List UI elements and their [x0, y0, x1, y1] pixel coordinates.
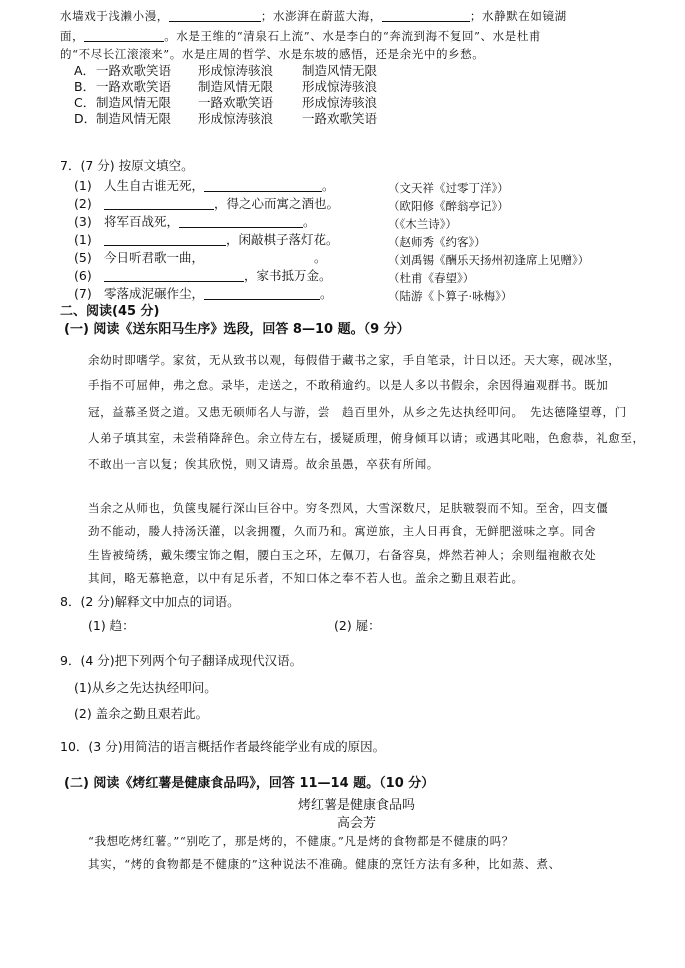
q7-item-4	[74, 232, 339, 248]
item-text: 。	[320, 286, 333, 301]
item-text: 今日听君歌一曲，	[104, 250, 205, 265]
item-number: (2)	[74, 196, 92, 211]
fill-blank[interactable]	[179, 215, 303, 228]
q7-item-2	[74, 196, 339, 212]
option-label: A．	[74, 63, 96, 78]
item-number: (7)	[74, 286, 92, 301]
q10-title: 10．(3 分)用简洁的语言概括作者最终能学业有成的原因。	[60, 739, 386, 754]
q6-option-b[interactable]	[74, 79, 377, 95]
fill-blank[interactable]	[84, 29, 164, 42]
q9-title: 9．(4 分)把下列两个句子翻译成现代汉语。	[60, 653, 303, 668]
q6-line-2	[60, 28, 541, 44]
q6-option-c[interactable]	[74, 95, 377, 111]
option-item: 一路欢歌笑语	[302, 111, 378, 126]
passage-2-line: 当余之从师也，负箧曳屣行深山巨谷中。穷冬烈风，大雪深数尺，足肤皲裂而不知。至舍，四支僵	[88, 501, 609, 515]
option-item: 形成惊涛骇浪	[302, 95, 378, 110]
part-1-title: (一) 阅读《送东阳马生序》选段，回答 8—10 题。（9 分）	[64, 322, 410, 337]
passage-1-line: 冠，益慕圣贤之道。又患无硕师名人与游，尝 趋百里外，从乡之先达执经叩问。 先达德隆望尊，门	[88, 405, 627, 419]
q6-text: ；水澎湃在蔚蓝大海，	[260, 9, 382, 23]
option-item: 制造风情无限	[198, 79, 274, 94]
q6-text: 水墙戏于浅濑小漫，	[60, 9, 169, 23]
q7-item-7	[74, 286, 333, 302]
passage-1-line: 手指不可屈伸，弗之怠。录毕，走送之，不敢稍逾约。以是人多以书假余，余因得遍观群书。既加	[88, 378, 609, 392]
part-2-title: (二) 阅读《烤红薯是健康食品吗》，回答 11—14 题。（10 分）	[64, 776, 435, 791]
q7-source-4: （赵师秀《约客》）	[388, 235, 486, 249]
item-text: 零落成泥碾作尘，	[104, 286, 205, 301]
option-item: 制造风情无限	[96, 95, 172, 110]
fill-blank[interactable]	[169, 9, 261, 22]
q7-source-1: （文天祥《过零丁洋》）	[388, 181, 509, 195]
fill-blank[interactable]	[204, 287, 320, 300]
passage-2-line: 其间，略无慕艳意，以中有足乐者，不知口体之奉不若人也。盖余之勤且艰若此。	[88, 571, 524, 585]
passage-2-line: 生皆被绮绣，戴朱缨宝饰之帽，腰白玉之环，左佩刀，右备容臭，烨然若神人；余则缊袍敝衣处	[88, 548, 597, 562]
q6-option-a[interactable]	[74, 63, 377, 79]
option-label: C．	[74, 95, 96, 110]
option-item: 形成惊涛骇浪	[302, 79, 378, 94]
item-number: (1)	[74, 232, 92, 247]
q8-item-1: (1) 趋：	[88, 618, 135, 633]
q6-text: ；水静默在如镜湖	[469, 9, 567, 23]
option-item: 形成惊涛骇浪	[198, 111, 274, 126]
passage-1-line: 不敢出一言以复；俟其欣悦，则又请焉。故余虽愚，卒获有所闻。	[88, 457, 439, 471]
q9-item-1: (1)从乡之先达执经叩问。	[74, 680, 217, 695]
item-number: (5)	[74, 250, 92, 265]
passage-1-line: 余幼时即嗜学。家贫，无从致书以观，每假借于藏书之家，手自笔录，计日以还。天大寒，砚冰坚，	[88, 353, 621, 367]
item-text: 将军百战死，	[104, 214, 180, 229]
q7-title: 7．(7 分) 按原文填空。	[60, 158, 194, 173]
item-text: 。	[314, 250, 327, 265]
option-item: 形成惊涛骇浪	[198, 63, 274, 78]
passage-1-line: 人弟子填其室，未尝稍降辞色。余立侍左右，援疑质理，俯身倾耳以请；或遇其叱咄，色愈恭，礼愈至，	[88, 431, 645, 445]
q7-source-3: （《木兰诗》）	[388, 217, 457, 231]
q6-line-1	[60, 8, 567, 24]
item-text: 。	[322, 178, 335, 193]
q7-source-7: （陆游《卜算子·咏梅》）	[388, 289, 513, 303]
item-text: ，家书抵万金。	[244, 268, 332, 283]
article-line: “我想吃烤红薯。”“别吃了，那是烤的，不健康。”凡是烤的食物都是不健康的吗？	[88, 834, 514, 848]
q8-title: 8．(2 分)解释文中加点的词语。	[60, 594, 240, 609]
section-2-title: 二、阅读(45 分)	[60, 304, 160, 319]
option-item: 一路欢歌笑语	[96, 79, 172, 94]
item-text: 。	[303, 214, 316, 229]
passage-2-line: 劲不能动，媵人持汤沃灌，以衾拥覆，久而乃和。寓逆旅，主人日再食，无鲜肥滋味之享。同舍	[88, 524, 597, 538]
item-text: ，得之心而寓之酒也。	[214, 196, 340, 211]
q7-item-3	[74, 214, 316, 230]
q7-source-6: （杜甫《春望》）	[388, 271, 475, 285]
item-number: (3)	[74, 214, 92, 229]
q6-text: 。水是王维的“清泉石上流”、水是李白的“奔流到海不复回”、水是杜甫	[164, 29, 542, 43]
item-text: 人生自古谁无死，	[104, 178, 205, 193]
fill-blank[interactable]	[382, 9, 470, 22]
article-line: 其实，“烤的食物都是不健康的”这种说法不准确。健康的烹饪方法有多种，比如蒸、煮、	[88, 857, 561, 871]
option-item: 制造风情无限	[302, 63, 378, 78]
q6-option-d[interactable]	[74, 111, 377, 127]
option-item: 制造风情无限	[96, 111, 172, 126]
article-author: 高会芳	[336, 816, 376, 831]
option-item: 一路欢歌笑语	[198, 95, 274, 110]
fill-blank[interactable]	[104, 197, 214, 210]
article-title: 烤红薯是健康食品吗	[297, 798, 415, 813]
q7-item-6	[74, 268, 332, 284]
q6-line-3: 的“不尽长江滚滚来”。水是庄周的哲学、水是东坡的感悟，还是余光中的乡愁。	[60, 47, 485, 61]
fill-blank[interactable]	[104, 233, 226, 246]
q7-source-2: （欧阳修《醉翁亭记》）	[388, 199, 509, 213]
q6-text: 面，	[60, 29, 85, 43]
option-label: D．	[74, 111, 97, 126]
fill-blank[interactable]	[104, 269, 244, 282]
fill-blank[interactable]	[204, 179, 322, 192]
q7-item-5	[74, 250, 327, 266]
fill-blank[interactable]	[204, 252, 314, 264]
item-number: (6)	[74, 268, 92, 283]
item-text: ，闲敲棋子落灯花。	[226, 232, 339, 247]
item-number: (1)	[74, 178, 92, 193]
q9-item-2: (2) 盖余之勤且艰若此。	[74, 706, 209, 721]
option-item: 一路欢歌笑语	[96, 63, 172, 78]
q7-item-1	[74, 178, 335, 194]
q8-item-2: (2) 屣：	[334, 618, 381, 633]
q7-source-5: （刘禹锡《酬乐天扬州初逢席上见赠》）	[388, 253, 590, 267]
option-label: B．	[74, 79, 96, 94]
